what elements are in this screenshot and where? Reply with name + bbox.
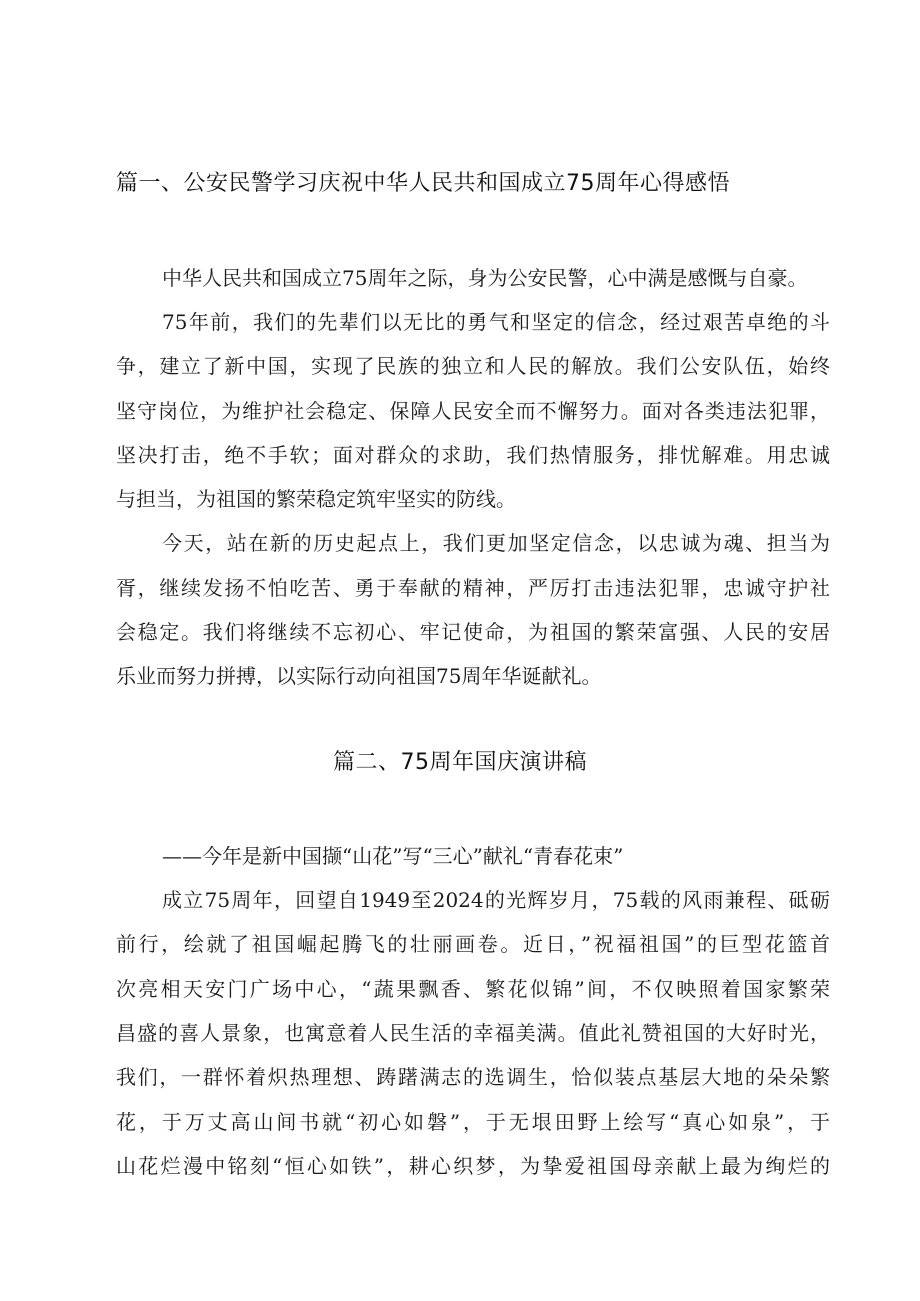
section2-line: 我们，一群怀着炽热理想、踌躇满志的选调生，恰似装点基层大地的朵朵繁 (116, 1065, 830, 1089)
section1-line: 坚决打击，绝不手软；面对群众的求助，我们热情服务，排忧解难。用忠诚 (116, 443, 830, 467)
section2-line: 花，于万丈高山间书就“初心如磐”，于无垠田野上绘写“真心如泉”，于 (116, 1110, 830, 1134)
section1-title: 篇一、公安民警学习庆祝中华人民共和国成立75周年心得感悟 (116, 171, 730, 196)
section2-line: 次亮相天安门广场中心，“蔬果飘香、繁花似锦”间，不仅映照着国家繁荣 (116, 977, 830, 1001)
section1-line: 中华人民共和国成立75周年之际，身为公安民警，心中满是感慨与自豪。 (162, 266, 808, 290)
section1-line: 会稳定。我们将继续不忘初心、牢记使命，为祖国的繁荣富强、人民的安居 (116, 620, 830, 644)
section1-line: 争，建立了新中国，实现了民族的独立和人民的解放。我们公安队伍，始终 (116, 354, 830, 378)
section2-line: 前行，绘就了祖国崛起腾飞的壮丽画卷。近日，”祝福祖国”的巨型花篮首 (116, 932, 830, 956)
section2-line: 昌盛的喜人景象，也寓意着人民生活的幸福美满。值此礼赞祖国的大好时光， (116, 1021, 830, 1045)
section2-line: 山花烂漫中铭刻“恒心如铁”，耕心织梦，为挚爱祖国母亲献上最为绚烂的 (116, 1154, 830, 1178)
section1-line: 胥，继续发扬不怕吃苦、勇于奉献的精神，严厉打击违法犯罪，忠诚守护社 (116, 576, 830, 600)
section2-line: 成立75周年，回望自1949至2024的光辉岁月，75载的风雨兼程、砥砺 (162, 888, 830, 912)
section2-subtitle: ——今年是新中国撷“山花”写“三心”献礼“青春花束” (162, 844, 624, 868)
section1-line: 75年前，我们的先辈们以无比的勇气和坚定的信念，经过艰苦卓绝的斗 (162, 310, 830, 334)
section1-line: 与担当，为祖国的繁荣稳定筑牢坚实的防线。 (116, 487, 516, 511)
section1-line: 乐业而努力拼搏，以实际行动向祖国75周年华诞献礼。 (116, 664, 602, 688)
section1-line: 今天，站在新的历史起点上，我们更加坚定信念，以忠诚为魂、担当为 (162, 531, 830, 555)
section1-line: 坚守岗位，为维护社会稳定、保障人民安全而不懈努力。面对各类违法犯罪， (116, 399, 830, 423)
section2-title: 篇二、75周年国庆演讲稿 (333, 750, 587, 775)
